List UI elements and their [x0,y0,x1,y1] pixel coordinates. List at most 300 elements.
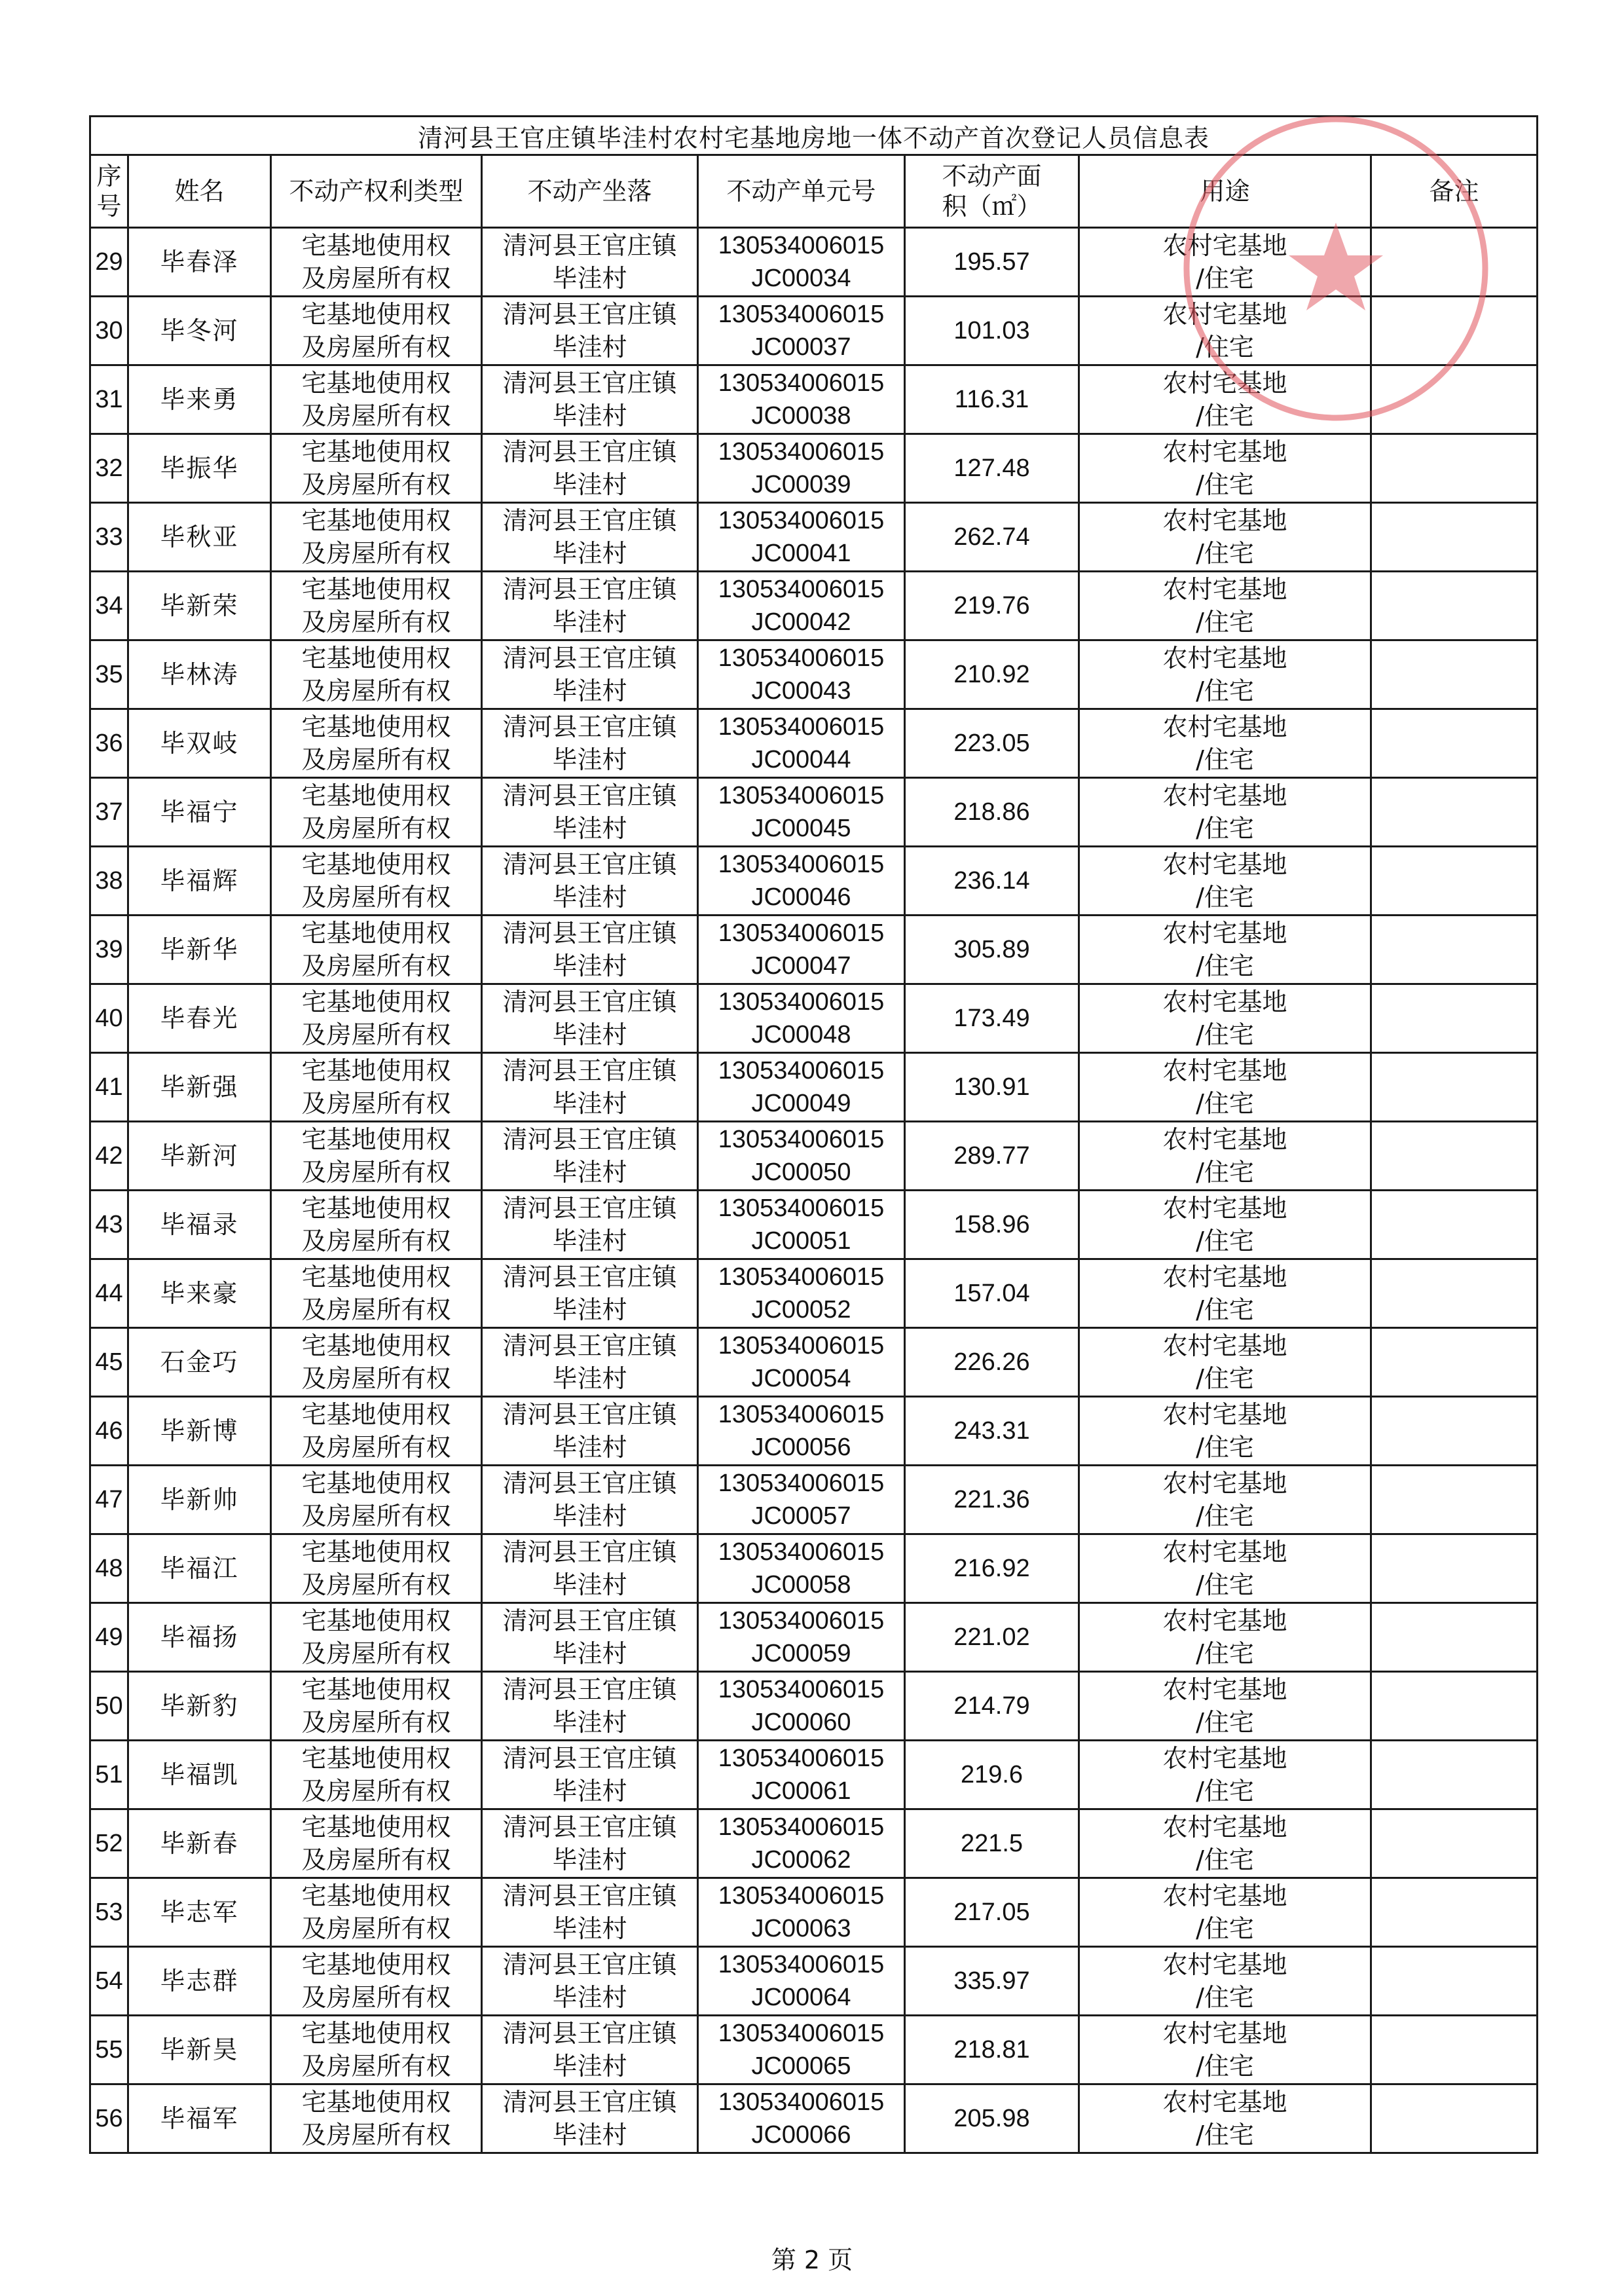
cell-unit-no [698,1672,905,1741]
cell-usage-line-2: /住宅 [1196,1914,1254,1943]
cell-right-type-line-2: 及房屋所有权 [301,401,451,430]
cell-location-line-2: 毕洼村 [552,264,627,293]
cell-unit-no-line-2: JC00045 [751,815,851,842]
cell-remark [1371,847,1538,916]
cell-area: 335.97 [905,1947,1079,2016]
cell-location-line-1: 清河县王官庄镇 [502,2019,677,2048]
cell-location-line-1: 清河县王官庄镇 [502,644,677,673]
cell-right-type-line-1: 宅基地使用权 [301,1881,451,1910]
table-row [90,916,1538,984]
cell-unit-no-line-1: 130534006015 [718,1676,885,1703]
cell-usage [1079,2016,1371,2084]
cell-unit-no-line-1: 130534006015 [718,644,885,672]
cell-right-type-line-2: 及房屋所有权 [301,2052,451,2081]
cell-right-type-line-1: 宅基地使用权 [301,2088,451,2117]
cell-seq: 44 [90,1259,128,1328]
cell-location [482,709,698,778]
cell-right-type [271,434,482,503]
cell-location-line-2: 毕洼村 [552,1364,627,1393]
cell-location [482,503,698,572]
table-row [90,1878,1538,1947]
cell-right-type-line-1: 宅基地使用权 [301,1469,451,1498]
cell-location [482,1603,698,1672]
cell-usage-line-1: 农村宅基地 [1162,2019,1287,2048]
cell-location [482,1672,698,1741]
cell-right-type [271,1191,482,1259]
cell-right-type-line-1: 宅基地使用权 [301,437,451,466]
cell-right-type-line-2: 及房屋所有权 [301,883,451,912]
cell-usage [1079,2084,1371,2153]
table-row [90,572,1538,640]
cell-usage-line-1: 农村宅基地 [1162,1813,1287,1842]
cell-location [482,1397,698,1466]
cell-name: 毕福辉 [128,847,271,916]
table-row [90,2084,1538,2153]
cell-right-type-line-1: 宅基地使用权 [301,781,451,810]
cell-usage-line-1: 农村宅基地 [1162,1675,1287,1704]
cell-right-type-line-1: 宅基地使用权 [301,850,451,879]
cell-right-type-line-2: 及房屋所有权 [301,1914,451,1943]
cell-unit-no-line-1: 130534006015 [718,1263,885,1291]
cell-unit-no [698,1947,905,2016]
table-row [90,847,1538,916]
cell-location-line-1: 清河县王官庄镇 [502,1813,677,1842]
cell-usage-line-2: /住宅 [1196,883,1254,912]
table-row [90,1947,1538,2016]
cell-usage [1079,1947,1371,2016]
cell-unit-no-line-1: 130534006015 [718,369,885,397]
cell-right-type-line-2: 及房屋所有权 [301,1089,451,1118]
cell-unit-no-line-1: 130534006015 [718,1401,885,1428]
cell-location-line-2: 毕洼村 [552,539,627,568]
table-row [90,1741,1538,1809]
cell-unit-no [698,228,905,297]
cell-right-type-line-1: 宅基地使用权 [301,1125,451,1154]
cell-location-line-1: 清河县王官庄镇 [502,1538,677,1566]
cell-unit-no [698,1878,905,1947]
cell-remark [1371,1672,1538,1741]
cell-usage-line-2: /住宅 [1196,1364,1254,1393]
cell-seq: 34 [90,572,128,640]
header-area-line-2: 积（㎡） [942,192,1042,221]
cell-location [482,778,698,847]
cell-remark [1371,1053,1538,1122]
cell-unit-no [698,1466,905,1534]
table-row [90,709,1538,778]
cell-area: 116.31 [905,365,1079,434]
cell-seq: 32 [90,434,128,503]
cell-area: 216.92 [905,1534,1079,1603]
cell-unit-no [698,297,905,365]
header-remark: 备注 [1371,155,1538,228]
table-row [90,1672,1538,1741]
cell-right-type [271,365,482,434]
cell-usage-line-1: 农村宅基地 [1162,644,1287,673]
cell-unit-no-line-1: 130534006015 [718,1882,885,1910]
cell-right-type-line-1: 宅基地使用权 [301,1538,451,1566]
cell-right-type-line-1: 宅基地使用权 [301,300,451,329]
cell-location-line-1: 清河县王官庄镇 [502,1881,677,1910]
cell-location-line-1: 清河县王官庄镇 [502,2088,677,2117]
cell-right-type [271,503,482,572]
cell-unit-no-line-1: 130534006015 [718,1813,885,1841]
page-number: 第 2 页 [771,2246,853,2274]
cell-usage-line-1: 农村宅基地 [1162,1469,1287,1498]
cell-unit-no-line-2: JC00058 [751,1571,851,1599]
cell-unit-no-line-1: 130534006015 [718,1470,885,1497]
cell-usage [1079,228,1371,297]
cell-right-type-line-2: 及房屋所有权 [301,1158,451,1187]
cell-unit-no [698,709,905,778]
cell-usage [1079,1053,1371,1122]
cell-area: 218.86 [905,778,1079,847]
cell-name: 毕福宁 [128,778,271,847]
cell-area: 218.81 [905,2016,1079,2084]
cell-location [482,847,698,916]
cell-location [482,2016,698,2084]
cell-location-line-1: 清河县王官庄镇 [502,506,677,535]
cell-location-line-2: 毕洼村 [552,1433,627,1462]
cell-unit-no-line-2: JC00059 [751,1640,851,1667]
cell-right-type [271,297,482,365]
cell-unit-no [698,1603,905,1672]
table-body [90,228,1538,2153]
cell-usage [1079,434,1371,503]
cell-right-type [271,572,482,640]
cell-name: 毕新昊 [128,2016,271,2084]
cell-seq: 56 [90,2084,128,2153]
cell-remark [1371,1466,1538,1534]
cell-seq: 43 [90,1191,128,1259]
cell-usage-line-2: /住宅 [1196,745,1254,774]
cell-usage [1079,778,1371,847]
cell-location [482,1191,698,1259]
cell-right-type-line-2: 及房屋所有权 [301,952,451,980]
cell-right-type-line-1: 宅基地使用权 [301,575,451,604]
cell-seq: 41 [90,1053,128,1122]
cell-usage-line-2: /住宅 [1196,264,1254,293]
cell-usage-line-2: /住宅 [1196,1708,1254,1737]
cell-usage-line-1: 农村宅基地 [1162,369,1287,398]
cell-remark [1371,984,1538,1053]
cell-area: 173.49 [905,984,1079,1053]
cell-area: 262.74 [905,503,1079,572]
cell-usage-line-1: 农村宅基地 [1162,1400,1287,1429]
table-row [90,1122,1538,1191]
cell-usage-line-2: /住宅 [1196,1020,1254,1049]
cell-usage-line-2: /住宅 [1196,333,1254,361]
cell-location [482,1122,698,1191]
cell-right-type-line-1: 宅基地使用权 [301,919,451,948]
cell-unit-no-line-2: JC00043 [751,677,851,705]
cell-usage-line-2: /住宅 [1196,1983,1254,2012]
cell-unit-no [698,1397,905,1466]
table-title: 清河县王官庄镇毕洼村农村宅基地房地一体不动产首次登记人员信息表 [90,117,1538,155]
cell-location [482,434,698,503]
header-seq-line-2: 号 [96,192,122,221]
cell-name: 毕新河 [128,1122,271,1191]
cell-unit-no-line-1: 130534006015 [718,507,885,534]
cell-right-type [271,1397,482,1466]
cell-remark [1371,1397,1538,1466]
cell-right-type-line-1: 宅基地使用权 [301,988,451,1016]
cell-location [482,1328,698,1397]
cell-location-line-2: 毕洼村 [552,883,627,912]
cell-right-type [271,778,482,847]
cell-remark [1371,1534,1538,1603]
cell-unit-no [698,847,905,916]
cell-location-line-2: 毕洼村 [552,1502,627,1530]
cell-unit-no-line-2: JC00038 [751,402,851,430]
cell-area: 221.5 [905,1809,1079,1878]
cell-usage-line-2: /住宅 [1196,1502,1254,1530]
cell-right-type [271,1053,482,1122]
cell-remark [1371,1947,1538,2016]
cell-location-line-1: 清河县王官庄镇 [502,988,677,1016]
cell-usage [1079,1878,1371,1947]
cell-unit-no-line-2: JC00063 [751,1915,851,1942]
table-row [90,1603,1538,1672]
cell-unit-no [698,1809,905,1878]
cell-right-type-line-1: 宅基地使用权 [301,1950,451,1979]
cell-name: 毕新华 [128,916,271,984]
cell-usage [1079,1534,1371,1603]
cell-right-type-line-2: 及房屋所有权 [301,470,451,499]
cell-usage [1079,916,1371,984]
cell-usage-line-1: 农村宅基地 [1162,2088,1287,2117]
cell-name: 毕福军 [128,2084,271,2153]
cell-unit-no [698,1053,905,1122]
cell-right-type-line-1: 宅基地使用权 [301,1675,451,1704]
cell-usage-line-1: 农村宅基地 [1162,1056,1287,1085]
cell-usage [1079,1466,1371,1534]
cell-usage [1079,709,1371,778]
cell-seq: 31 [90,365,128,434]
cell-right-type-line-2: 及房屋所有权 [301,1295,451,1324]
cell-location-line-1: 清河县王官庄镇 [502,1606,677,1635]
cell-unit-no-line-2: JC00041 [751,540,851,567]
cell-right-type-line-2: 及房屋所有权 [301,1364,451,1393]
cell-location-line-1: 清河县王官庄镇 [502,1263,677,1291]
cell-location-line-1: 清河县王官庄镇 [502,1331,677,1360]
cell-right-type [271,2084,482,2153]
cell-area: 219.6 [905,1741,1079,1809]
cell-usage [1079,365,1371,434]
cell-unit-no-line-2: JC00052 [751,1296,851,1324]
cell-unit-no-line-2: JC00039 [751,471,851,498]
cell-usage-line-1: 农村宅基地 [1162,1194,1287,1223]
cell-area: 101.03 [905,297,1079,365]
cell-right-type-line-1: 宅基地使用权 [301,1056,451,1085]
cell-area: 158.96 [905,1191,1079,1259]
cell-unit-no [698,1534,905,1603]
cell-usage-line-2: /住宅 [1196,1295,1254,1324]
cell-usage-line-1: 农村宅基地 [1162,1881,1287,1910]
cell-usage [1079,1672,1371,1741]
cell-location [482,228,698,297]
cell-right-type-line-1: 宅基地使用权 [301,644,451,673]
cell-unit-no-line-2: JC00064 [751,1984,851,2011]
cell-unit-no [698,365,905,434]
cell-right-type-line-2: 及房屋所有权 [301,1639,451,1668]
cell-right-type [271,1603,482,1672]
header-seq-line-1: 序 [96,162,122,191]
cell-right-type-line-1: 宅基地使用权 [301,2019,451,2048]
cell-right-type-line-2: 及房屋所有权 [301,1708,451,1737]
cell-right-type-line-2: 及房屋所有权 [301,1020,451,1049]
cell-right-type-line-2: 及房屋所有权 [301,264,451,293]
cell-usage-line-2: /住宅 [1196,1777,1254,1805]
cell-remark [1371,2016,1538,2084]
cell-location-line-2: 毕洼村 [552,814,627,843]
cell-unit-no-line-2: JC00065 [751,2052,851,2080]
cell-usage-line-2: /住宅 [1196,1570,1254,1599]
cell-usage-line-2: /住宅 [1196,1227,1254,1255]
cell-name: 毕秋亚 [128,503,271,572]
cell-unit-no-line-1: 130534006015 [718,851,885,878]
cell-unit-no [698,1122,905,1191]
cell-location-line-2: 毕洼村 [552,1639,627,1668]
cell-area: 210.92 [905,640,1079,709]
cell-area: 157.04 [905,1259,1079,1328]
cell-seq: 53 [90,1878,128,1947]
cell-unit-no-line-2: JC00037 [751,333,851,361]
cell-location-line-2: 毕洼村 [552,1227,627,1255]
cell-right-type-line-1: 宅基地使用权 [301,1263,451,1291]
cell-right-type [271,847,482,916]
cell-usage-line-1: 农村宅基地 [1162,1331,1287,1360]
cell-seq: 51 [90,1741,128,1809]
cell-location-line-1: 清河县王官庄镇 [502,1744,677,1773]
cell-right-type-line-1: 宅基地使用权 [301,506,451,535]
table-row [90,297,1538,365]
cell-area: 195.57 [905,228,1079,297]
table-row [90,1053,1538,1122]
cell-location [482,1878,698,1947]
cell-remark [1371,1878,1538,1947]
cell-unit-no-line-1: 130534006015 [718,919,885,947]
cell-usage [1079,572,1371,640]
header-area [905,155,1079,228]
cell-unit-no [698,778,905,847]
cell-right-type [271,228,482,297]
cell-usage-line-1: 农村宅基地 [1162,1538,1287,1566]
cell-seq: 52 [90,1809,128,1878]
cell-unit-no-line-1: 130534006015 [718,782,885,809]
cell-usage [1079,1809,1371,1878]
header-area-line-1: 不动产面 [942,162,1042,191]
cell-remark [1371,365,1538,434]
cell-right-type-line-1: 宅基地使用权 [301,1813,451,1842]
registration-sheet [89,115,1536,2154]
cell-right-type [271,1741,482,1809]
cell-unit-no-line-1: 130534006015 [718,713,885,741]
cell-remark [1371,1328,1538,1397]
cell-usage-line-2: /住宅 [1196,676,1254,705]
cell-unit-no-line-2: JC00054 [751,1365,851,1392]
cell-right-type [271,1122,482,1191]
cell-seq: 39 [90,916,128,984]
cell-location-line-2: 毕洼村 [552,1570,627,1599]
cell-unit-no-line-2: JC00049 [751,1090,851,1117]
cell-location-line-2: 毕洼村 [552,1914,627,1943]
cell-location-line-1: 清河县王官庄镇 [502,369,677,398]
cell-usage-line-2: /住宅 [1196,2052,1254,2081]
cell-location-line-2: 毕洼村 [552,1158,627,1187]
cell-area: 217.05 [905,1878,1079,1947]
cell-location-line-1: 清河县王官庄镇 [502,850,677,879]
cell-location-line-1: 清河县王官庄镇 [502,1056,677,1085]
cell-name: 毕志军 [128,1878,271,1947]
cell-area: 214.79 [905,1672,1079,1741]
cell-right-type-line-2: 及房屋所有权 [301,1983,451,2012]
registration-table [89,115,1538,2154]
cell-location-line-1: 清河县王官庄镇 [502,1469,677,1498]
cell-right-type-line-2: 及房屋所有权 [301,1777,451,1805]
cell-remark [1371,778,1538,847]
cell-remark [1371,1741,1538,1809]
cell-location-line-2: 毕洼村 [552,1020,627,1049]
cell-name: 毕林涛 [128,640,271,709]
cell-location-line-1: 清河县王官庄镇 [502,919,677,948]
cell-remark [1371,1122,1538,1191]
table-row [90,778,1538,847]
cell-name: 毕福江 [128,1534,271,1603]
cell-location [482,365,698,434]
cell-right-type-line-2: 及房屋所有权 [301,539,451,568]
cell-unit-no-line-2: JC00046 [751,883,851,911]
cell-location [482,640,698,709]
cell-usage-line-1: 农村宅基地 [1162,850,1287,879]
cell-seq: 35 [90,640,128,709]
cell-usage [1079,1397,1371,1466]
cell-name: 毕振华 [128,434,271,503]
cell-usage [1079,297,1371,365]
cell-usage-line-2: /住宅 [1196,1089,1254,1118]
table-row [90,1534,1538,1603]
cell-unit-no [698,1191,905,1259]
header-row [90,155,1538,228]
cell-area: 127.48 [905,434,1079,503]
cell-location-line-1: 清河县王官庄镇 [502,1400,677,1429]
cell-right-type [271,640,482,709]
cell-location [482,1053,698,1122]
cell-unit-no [698,434,905,503]
cell-right-type-line-2: 及房屋所有权 [301,1433,451,1462]
cell-location-line-1: 清河县王官庄镇 [502,575,677,604]
cell-usage [1079,503,1371,572]
cell-unit-no-line-1: 130534006015 [718,1126,885,1153]
cell-name: 毕福凯 [128,1741,271,1809]
cell-usage-line-1: 农村宅基地 [1162,506,1287,535]
cell-unit-no-line-2: JC00062 [751,1846,851,1874]
cell-location-line-2: 毕洼村 [552,401,627,430]
cell-area: 219.76 [905,572,1079,640]
cell-location-line-1: 清河县王官庄镇 [502,1675,677,1704]
cell-unit-no [698,2084,905,2153]
cell-seq: 29 [90,228,128,297]
table-row [90,1191,1538,1259]
cell-seq: 30 [90,297,128,365]
cell-location-line-1: 清河县王官庄镇 [502,781,677,810]
cell-right-type-line-1: 宅基地使用权 [301,1400,451,1429]
cell-name: 毕来勇 [128,365,271,434]
cell-remark [1371,434,1538,503]
cell-remark [1371,2084,1538,2153]
cell-seq: 40 [90,984,128,1053]
cell-unit-no-line-2: JC00066 [751,2121,851,2149]
cell-right-type [271,2016,482,2084]
